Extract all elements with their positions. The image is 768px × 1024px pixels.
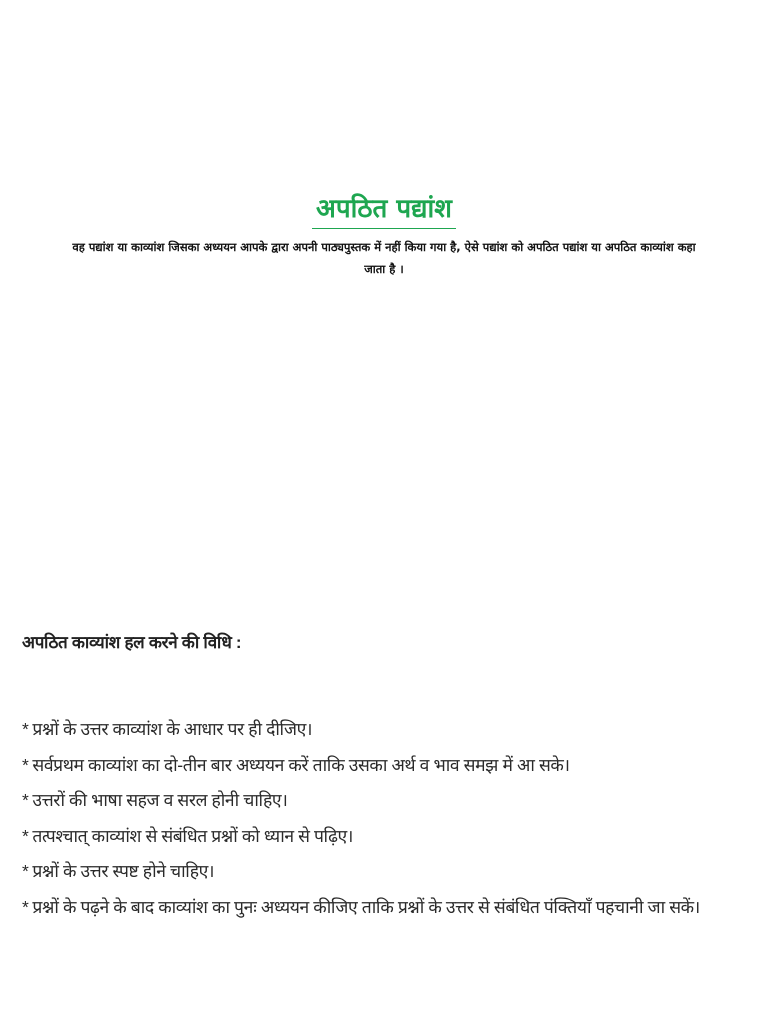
bullet-marker: *	[22, 896, 29, 917]
list-item	[22, 819, 762, 855]
list-item	[22, 712, 762, 748]
step-text: उत्तरों की भाषा सहज व सरल होनी चाहिए।	[32, 790, 288, 810]
bullet-marker: *	[22, 754, 29, 775]
bullet-marker: *	[22, 719, 29, 739]
list-item	[22, 783, 762, 819]
list-item	[22, 890, 762, 926]
title-block	[0, 192, 768, 229]
step-text: सर्वप्रथम काव्यांश का दो-तीन बार अध्ययन करें ताकि उसका अर्थ व भाव समझ में आ सके।	[32, 754, 570, 775]
list-item	[22, 748, 762, 784]
bullet-marker: *	[22, 790, 29, 810]
list-item	[22, 854, 762, 890]
page-title: अपठित पद्यांश	[312, 192, 456, 229]
step-text: तत्पश्चात् काव्यांश से संबंधित प्रश्नों को ध्यान से पढ़िए।	[32, 825, 354, 846]
step-text: प्रश्नों के उत्तर स्पष्ट होने चाहिए।	[32, 861, 215, 881]
step-text: प्रश्नों के उत्तर काव्यांश के आधार पर ही दीजिए।	[32, 719, 313, 739]
definition-text: वह पद्यांश या काव्यांश जिसका अध्ययन आपके द्वारा अपनी पाठ्यपुस्तक में नहीं किया गया है, ऐसे पद्यांश को अपठित पद्यांश या अपठित काव्यांश कहा जाता है ।	[72, 240, 696, 276]
method-heading: अपठित काव्यांश हल करने की विधि :	[22, 633, 242, 652]
step-text: प्रश्नों के पढ़ने के बाद काव्यांश का पुनः अध्ययन कीजिए ताकि प्रश्नों के उत्तर से संबंधित पंक्तियाँ पहचानी जा सकें।	[32, 896, 700, 917]
steps-list	[22, 712, 762, 925]
bullet-marker: *	[22, 825, 29, 846]
bullet-marker: *	[22, 861, 29, 881]
